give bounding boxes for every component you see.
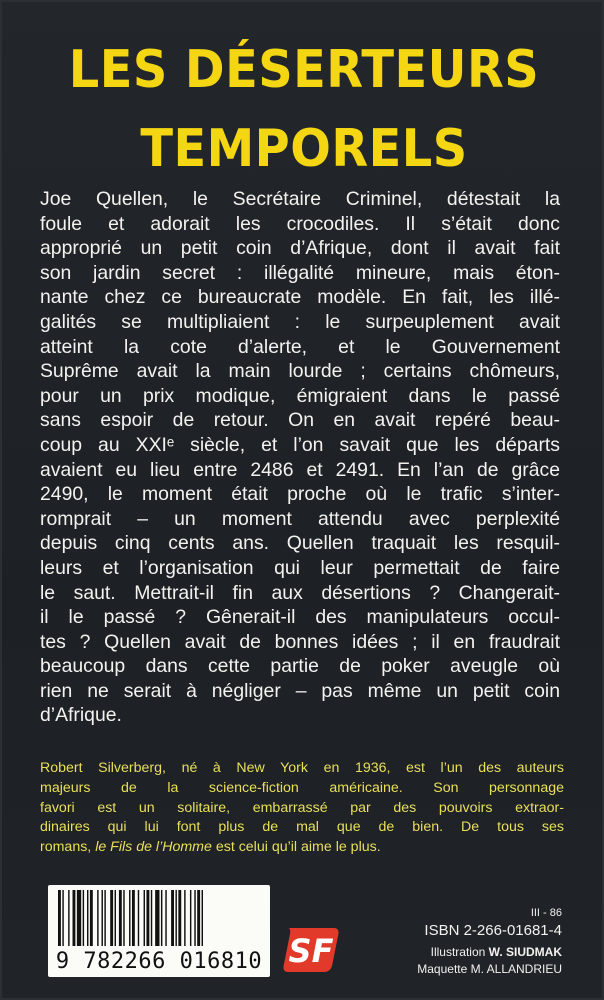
illustrator-name: W. SIUDMAK: [488, 945, 562, 959]
synopsis-line: Suprême avait la main lourde ; certains chômeurs,: [40, 360, 560, 383]
bio-line: Robert Silverberg, né à New York en 1936, est l’un des auteurs: [40, 760, 564, 776]
synopsis-line: foule et adorait les crocodiles. Il s’était donc: [40, 212, 560, 235]
synopsis-line: beaucoup dans cette partie de poker aveugle où: [40, 655, 560, 678]
bio-line: dinaires qui lui font plus de mal que de bien. De tous ses: [40, 819, 564, 836]
book-title-italic: le Fils de l’Homme: [95, 839, 212, 856]
title-line-2: TEMPORELS: [140, 119, 468, 179]
synopsis-text: [40, 187, 560, 728]
synopsis-line: tes ? Quellen avait de bonnes idées ; il en fraudrait: [40, 630, 560, 653]
bio-line: romans, le Fils de l’Homme est celui qu’il aime le plus.: [40, 839, 381, 856]
bio-line: majeurs de la science-fiction américaine. Son personnage: [40, 779, 564, 796]
synopsis-line: avaient eu lieu entre 2486 et 2491. En l’an de grâce: [40, 458, 560, 481]
synopsis-line: romprait – un moment attendu avec perplexité: [40, 507, 560, 530]
barcode: [48, 885, 270, 977]
catalog-code: III - 86: [530, 907, 562, 919]
barcode-number: 9 782266 016810: [55, 949, 263, 974]
synopsis-line: rien ne serait à négliger – pas même un petit coin: [40, 679, 560, 702]
sf-logo-text: SF: [288, 932, 334, 970]
synopsis-line: son jardin secret : illégalité mineure, mais éton-: [40, 261, 560, 284]
maquette-credit: Maquette M. ALLANDRIEU: [417, 962, 562, 976]
synopsis-line: galités se multipliaient : le surpeuplement avait: [40, 310, 560, 333]
synopsis-line: d’Afrique.: [40, 704, 122, 727]
synopsis-line: depuis cinq cents ans. Quellen traquait les resquil-: [40, 532, 560, 555]
illustration-credit: Illustration W. SIUDMAK: [430, 945, 562, 959]
bio-line: favori est un solitaire, embarrassé par des pouvoirs extraor-: [40, 799, 564, 816]
synopsis-line: 2490, le moment était proche où le trafic s’inter-: [40, 483, 560, 506]
synopsis-line: nante chez ce bureaucrate modèle. En fait, les illé-: [40, 286, 560, 309]
synopsis-line: approprié un petit coin d’Afrique, dont il avait fait: [40, 237, 560, 260]
isbn: ISBN 2-266-01681-4: [424, 922, 562, 939]
synopsis-line: il le passé ? Gênerait-il des manipulateurs occul-: [40, 606, 560, 629]
synopsis-line: le saut. Mettrait-il fin aux désertions ? Changerait-: [40, 581, 560, 604]
title-line-1: LES DÉSERTEURS: [68, 40, 540, 100]
sf-logo: [282, 920, 342, 976]
synopsis-line: coup au XXIᵉ siècle, et l’on savait que les départs: [40, 433, 560, 456]
synopsis-line: pour un prix modique, émigraient dans le passé: [40, 384, 560, 407]
synopsis-line: atteint la cote d’alerte, et le Gouvernement: [40, 335, 560, 358]
synopsis-line: sans espoir de retour. On en avait repéré beau-: [40, 409, 560, 432]
author-bio: [40, 759, 564, 858]
synopsis-line: leurs et l’organisation qui leur permettait de faire: [40, 556, 560, 579]
synopsis-line: Joe Quellen, le Secrétaire Criminel, détestait la: [40, 188, 560, 210]
